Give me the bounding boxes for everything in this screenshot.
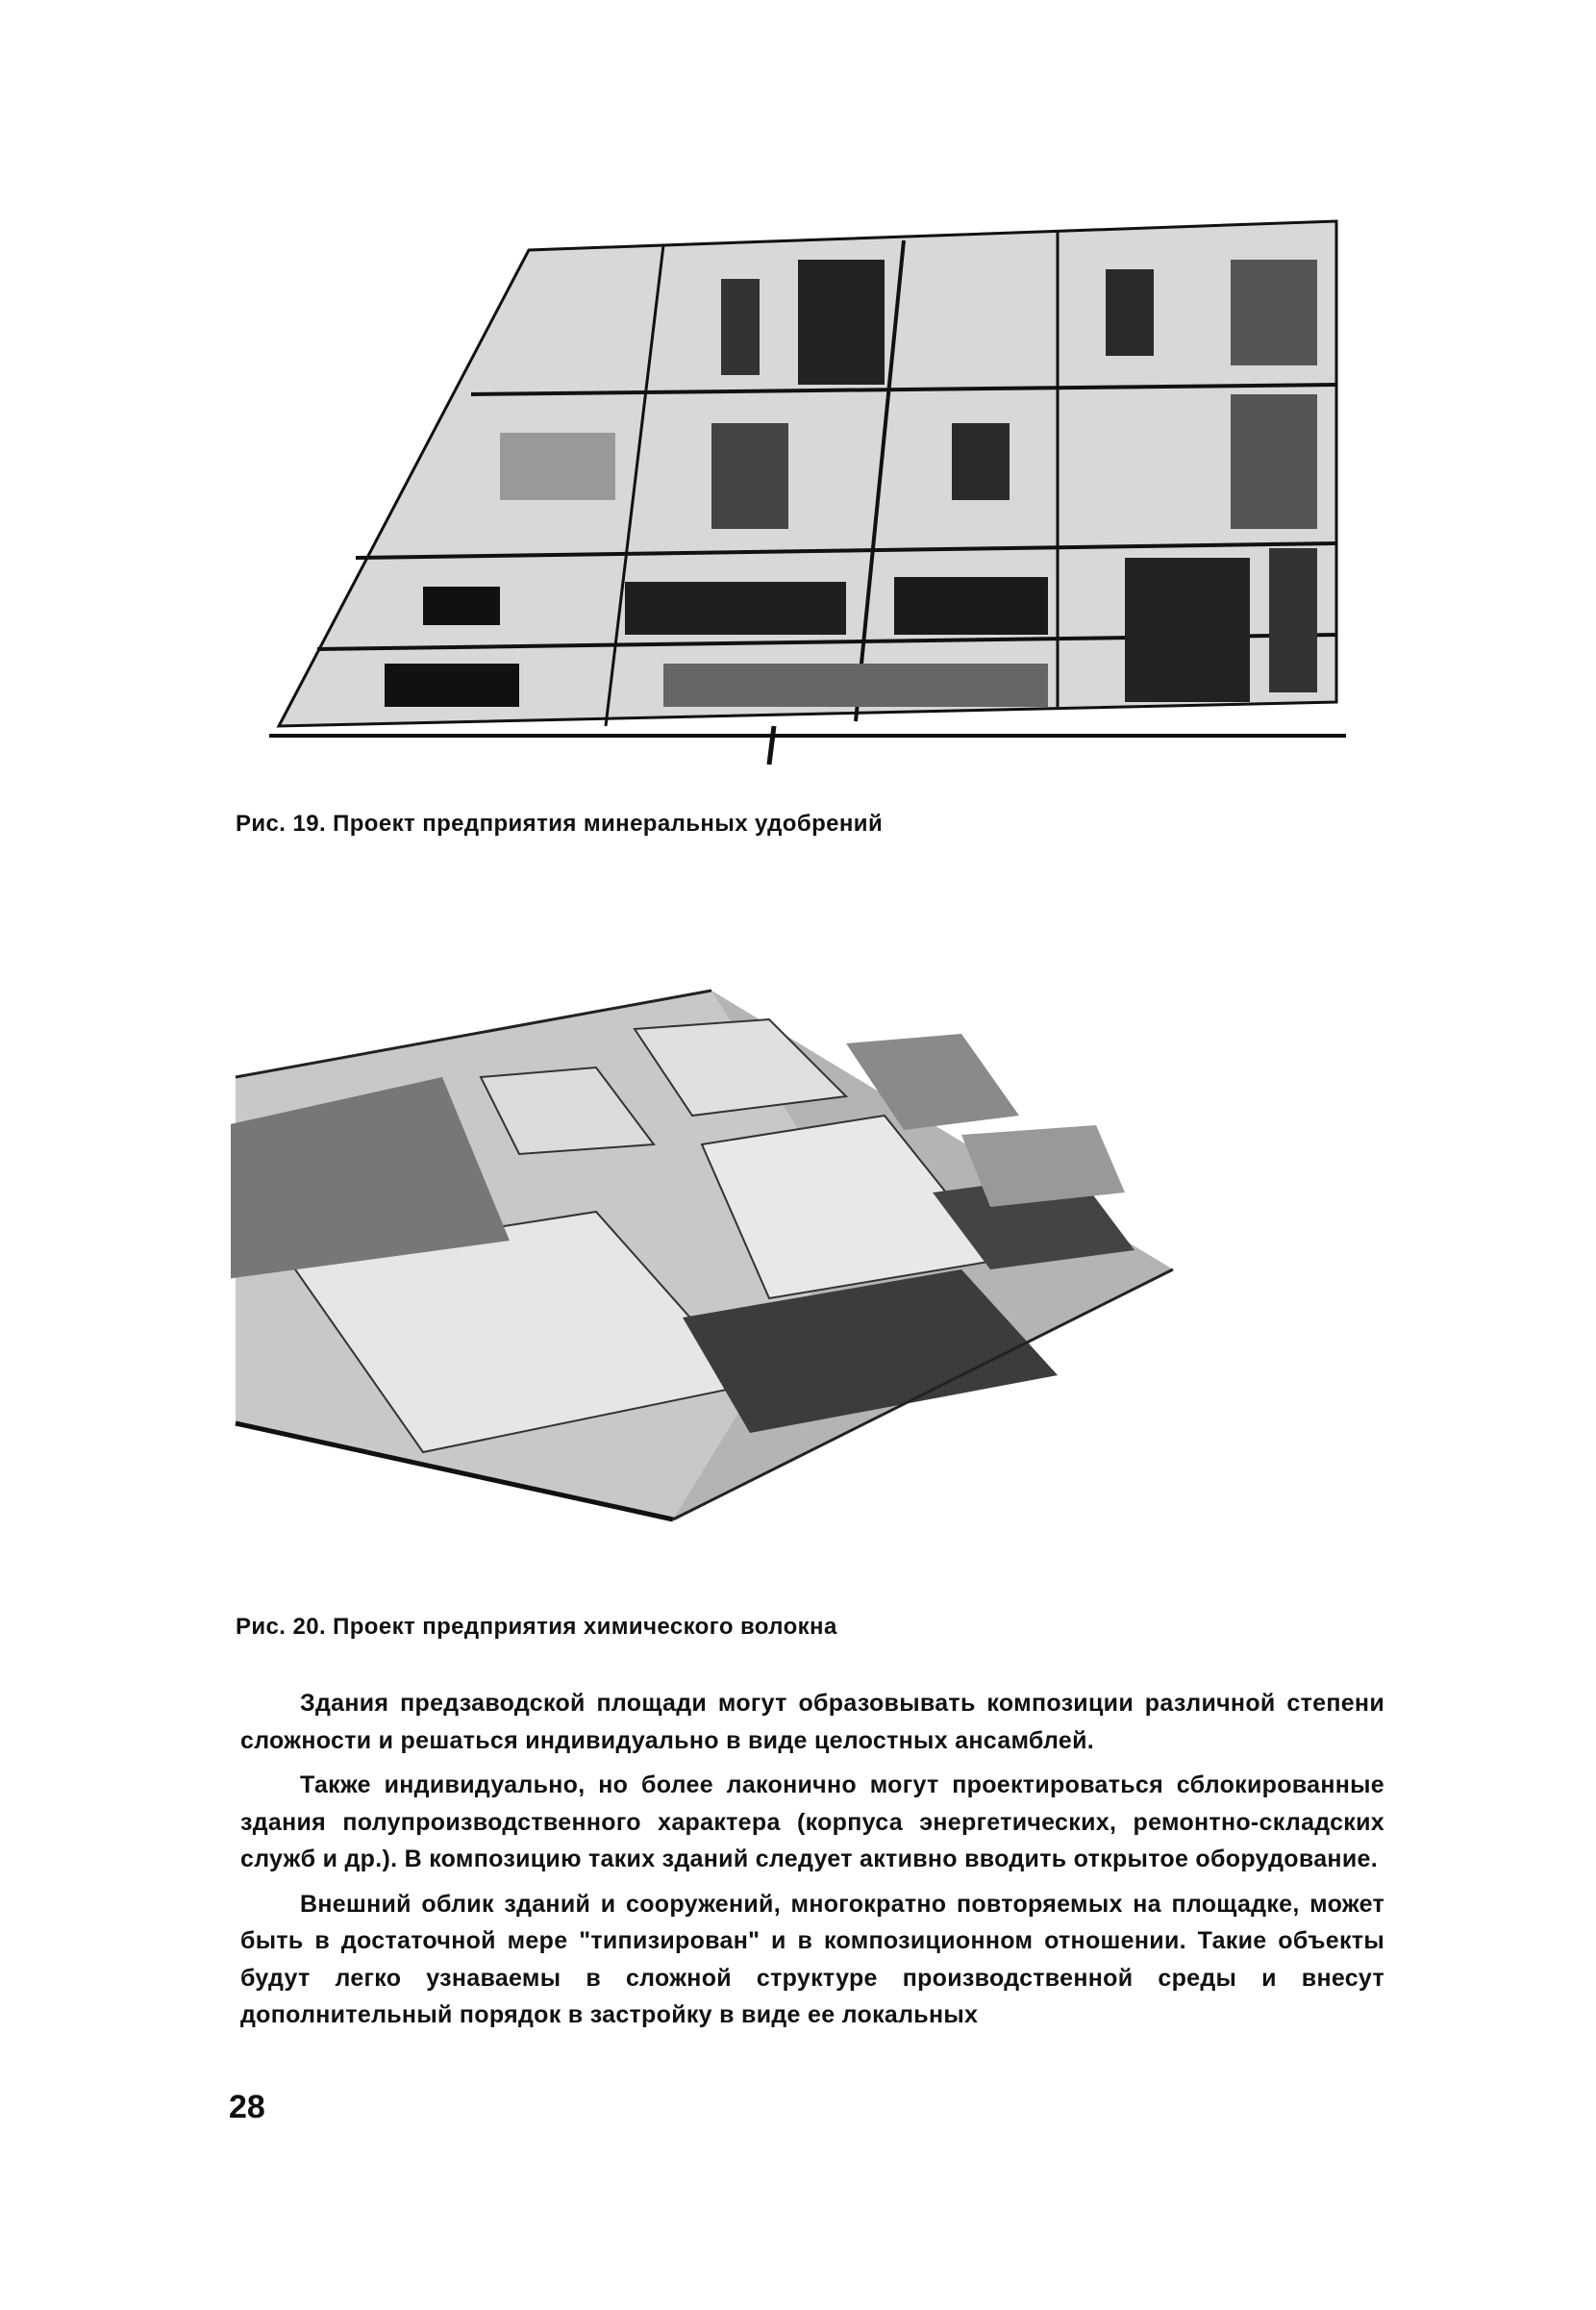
paragraph: Здания предзаводской площади могут образовывать композиции различной степени сложности и решаться индивидуально в виде целостных ансамблей. bbox=[240, 1690, 1384, 1754]
body-text bbox=[240, 1685, 1384, 2042]
paragraph: Также индивидуально, но более лаконично могут проектироваться сблокированные здания полупроизводственного характера (корпуса энергетических, ремонтно-складских служб и др.). В композицию таких зданий следует активно вводить открытое оборудование. bbox=[240, 1771, 1384, 1872]
paragraph: Внешний облик зданий и сооружений, многократно повторяемых на площадке, может быть в достаточной мере "типизирован" и в композиционном отношении. Такие объекты будут легко узнаваемы в сложной структуре производственной среды и внесут дополнительный порядок в застройку в виде ее локальных bbox=[240, 1890, 1384, 2028]
figure-19-caption: Рис. 19. Проект предприятия минеральных удобрений bbox=[236, 811, 884, 837]
page-number: 28 bbox=[229, 2089, 265, 2125]
figure-20-image bbox=[231, 971, 1308, 1529]
figure-19-image bbox=[260, 202, 1365, 769]
figure-20-caption: Рис. 20. Проект предприятия химического волокна bbox=[236, 1614, 837, 1640]
